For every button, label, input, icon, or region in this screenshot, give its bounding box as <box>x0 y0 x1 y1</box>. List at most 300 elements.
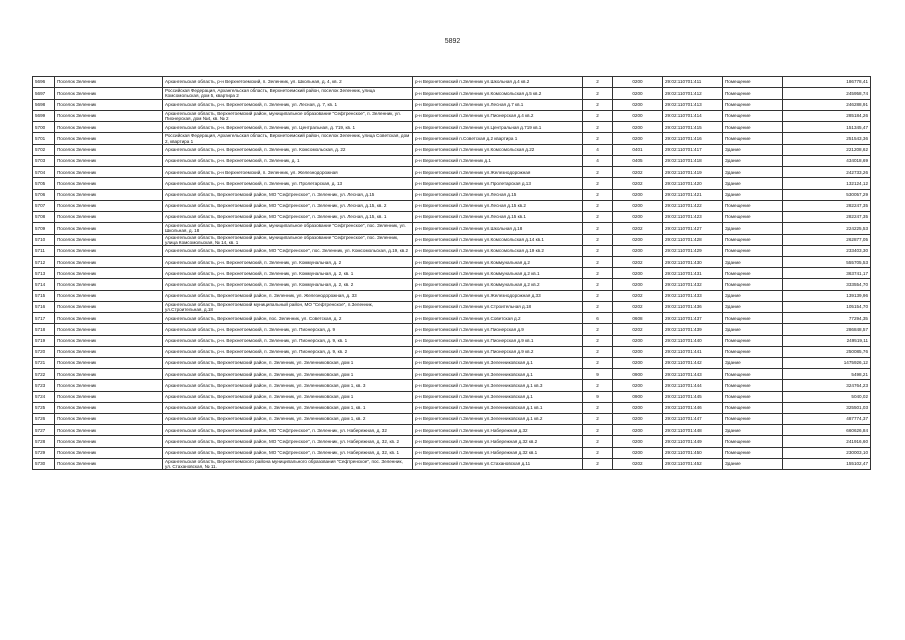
object-type-cell: Здание <box>723 301 783 312</box>
short-address-cell: р-н Верхнетоемский п.Зеленник ул.Коммунальная д.2 кв.1 <box>413 268 583 279</box>
value-cell: 363741,17 <box>783 268 871 279</box>
value-cell: 251543,36 <box>783 133 871 144</box>
code-cell: 0200 <box>613 211 663 222</box>
short-address-cell: р-н Верхнетоемский п.Зеленник ул.Лесная д.7 кв.1 <box>413 99 583 110</box>
object-type-cell: Помещение <box>723 88 783 99</box>
code-cell: 0405 <box>613 155 663 166</box>
value-cell: 242733,26 <box>783 167 871 178</box>
address-cell: Архангельская область, р-н. Верхнетоемский, п. Зеленник, ул. Пролетарская, д. 13 <box>163 178 413 189</box>
settlement-cell: Поселок Зеленник <box>55 167 163 178</box>
row-number-cell: 5715 <box>33 290 55 301</box>
settlement-cell: Поселок Зеленник <box>55 279 163 290</box>
table-row <box>33 234 871 245</box>
table-row <box>33 346 871 357</box>
code-cell: 0200 <box>613 200 663 211</box>
count-cell: 2 <box>583 223 613 234</box>
row-number-cell: 5721 <box>33 358 55 369</box>
row-number-cell: 5722 <box>33 369 55 380</box>
table-row <box>33 290 871 301</box>
address-cell: Архангельская область, Верхнетоемский район, п. Зеленник, ул. Зеленниковская, дом 1 <box>163 358 413 369</box>
object-type-cell: Помещение <box>723 402 783 413</box>
cadastral-number-cell: 29:02:110701:417 <box>663 144 723 155</box>
cadastral-number-cell: 29:02:110701:427 <box>663 223 723 234</box>
address-cell: Архангельская область, Верхнетоемский район, п. Зеленник, ул. Железнодорожная, д. 33 <box>163 290 413 301</box>
row-number-cell: 5712 <box>33 257 55 268</box>
value-cell: 77294,35 <box>783 313 871 324</box>
cadastral-number-cell: 29:02:110701:450 <box>663 447 723 458</box>
row-number-cell: 5705 <box>33 178 55 189</box>
cadastral-number-cell: 29:02:110701:422 <box>663 200 723 211</box>
short-address-cell: р-н Верхнетоемский п.Зеленник ул.Пионерская д.4 кв.2 <box>413 110 583 121</box>
value-cell: 282247,35 <box>783 211 871 222</box>
address-cell: Архангельская область, р-н Верхнетоемский, п. Зеленник, ул. Школьная, д. 4, кв. 2 <box>163 77 413 88</box>
short-address-cell: р-н Верхнетоемский п.Зеленник ул.Железнодорожная <box>413 167 583 178</box>
settlement-cell: Поселок Зеленник <box>55 88 163 99</box>
table-row <box>33 77 871 88</box>
settlement-cell: Поселок Зеленник <box>55 380 163 391</box>
value-cell: 221208,62 <box>783 144 871 155</box>
code-cell: 0202 <box>613 301 663 312</box>
count-cell: 2 <box>583 358 613 369</box>
table-row <box>33 447 871 458</box>
value-cell: 105154,70 <box>783 301 871 312</box>
cadastral-number-cell: 29:02:110701:431 <box>663 268 723 279</box>
table-row <box>33 335 871 346</box>
code-cell: 0200 <box>613 133 663 144</box>
short-address-cell: р-н Верхнетоемский п.Зеленник ул.Школьная д.4 кв.2 <box>413 77 583 88</box>
table-row <box>33 167 871 178</box>
object-type-cell: Здание <box>723 290 783 301</box>
row-number-cell: 5713 <box>33 268 55 279</box>
short-address-cell: р-н Верхнетоемский п.Зеленник ул.Зеленниковская д.1 кв.3 <box>413 380 583 391</box>
short-address-cell: р-н Верхнетоемский п.Зеленник ул.Зеленниковская д.1 <box>413 358 583 369</box>
address-cell: Архангельская область, Верхнетоемский район, МО "Сефтренское", п. Зеленник, ул. Набережная, д. 32 <box>163 425 413 436</box>
address-cell: Архангельская область, р-н. Верхнетоемский, п. Зеленник, ул. Пионерская, д. 9 <box>163 324 413 335</box>
settlement-cell: Поселок Зеленник <box>55 99 163 110</box>
table-row <box>33 402 871 413</box>
object-type-cell: Здание <box>723 167 783 178</box>
count-cell: 2 <box>583 189 613 200</box>
count-cell: 4 <box>583 155 613 166</box>
row-number-cell: 5696 <box>33 77 55 88</box>
row-number-cell: 5709 <box>33 223 55 234</box>
settlement-cell: Поселок Зеленник <box>55 413 163 424</box>
settlement-cell: Поселок Зеленник <box>55 290 163 301</box>
count-cell: 2 <box>583 279 613 290</box>
table-row <box>33 358 871 369</box>
row-number-cell: 5714 <box>33 279 55 290</box>
address-cell: Архангельская область, Верхнетоемский район, МО "Сефтренское", п. Зеленник, ул. Набережная, д. 32, кв. 2 <box>163 436 413 447</box>
row-number-cell: 5697 <box>33 88 55 99</box>
table-row <box>33 268 871 279</box>
row-number-cell: 5717 <box>33 313 55 324</box>
settlement-cell: Поселок Зеленник <box>55 458 163 469</box>
value-cell: 5040,02 <box>783 391 871 402</box>
cadastral-number-cell: 29:02:110701:411 <box>663 77 723 88</box>
code-cell: 0202 <box>613 257 663 268</box>
count-cell: 2 <box>583 436 613 447</box>
address-cell: Архангельская область, Верхнетоемский район, п. Зеленник, ул. Зеленниковская, дом 1 <box>163 391 413 402</box>
short-address-cell: р-н Верхнетоемский п.Зеленник ул.Строительная д.18 <box>413 301 583 312</box>
row-number-cell: 5711 <box>33 245 55 256</box>
table-row <box>33 279 871 290</box>
object-type-cell: Помещение <box>723 133 783 144</box>
row-number-cell: 5718 <box>33 324 55 335</box>
table-row <box>33 155 871 166</box>
short-address-cell: р-н Верхнетоемский п.Зеленник д.1 <box>413 155 583 166</box>
code-cell: 0200 <box>613 77 663 88</box>
count-cell: 2 <box>583 88 613 99</box>
row-number-cell: 5710 <box>33 234 55 245</box>
address-cell: Архангельская область, Верхнетоемский район, п. Зеленник, ул. Зеленниковская, дом 1, кв. 3 <box>163 380 413 391</box>
cadastral-number-cell: 29:02:110701:423 <box>663 211 723 222</box>
cadastral-number-cell: 29:02:110701:432 <box>663 279 723 290</box>
count-cell: 2 <box>583 458 613 469</box>
address-cell: Архангельская область, Верхнетоемский район, п. Зеленник, ул. Зеленниковская, дом 1, кв. 1 <box>163 402 413 413</box>
value-cell: 434018,69 <box>783 155 871 166</box>
object-type-cell: Помещение <box>723 413 783 424</box>
object-type-cell: Помещение <box>723 335 783 346</box>
table-row <box>33 99 871 110</box>
code-cell: 0202 <box>613 178 663 189</box>
object-type-cell: Помещение <box>723 77 783 88</box>
cadastral-number-cell: 29:02:110701:445 <box>663 391 723 402</box>
object-type-cell: Здание <box>723 223 783 234</box>
code-cell: 0200 <box>613 234 663 245</box>
code-cell: 0200 <box>613 279 663 290</box>
value-cell: 230003,10 <box>783 447 871 458</box>
row-number-cell: 5726 <box>33 413 55 424</box>
cadastral-number-cell: 29:02:110701:414 <box>663 110 723 121</box>
table-row <box>33 324 871 335</box>
row-number-cell: 5724 <box>33 391 55 402</box>
value-cell: 262877,05 <box>783 234 871 245</box>
code-cell: 0200 <box>613 358 663 369</box>
object-type-cell: Здание <box>723 178 783 189</box>
code-cell: 0900 <box>613 391 663 402</box>
cadastral-number-cell: 29:02:110701:413 <box>663 99 723 110</box>
cadastral-number-cell: 29:02:110701:439 <box>663 324 723 335</box>
table-row <box>33 380 871 391</box>
settlement-cell: Поселок Зеленник <box>55 402 163 413</box>
settlement-cell: Поселок Зеленник <box>55 301 163 312</box>
object-type-cell: Помещение <box>723 313 783 324</box>
settlement-cell: Поселок Зеленник <box>55 358 163 369</box>
cadastral-number-cell: 29:02:110701:437 <box>663 313 723 324</box>
address-cell: Российская Федерация, Архангельская область, Верхнетоемский район, поселок Зеленник, улица Советская, дом 2, квартира 1 <box>163 133 413 144</box>
table-row <box>33 301 871 312</box>
property-registry-table <box>32 76 871 470</box>
object-type-cell: Помещение <box>723 369 783 380</box>
table-row <box>33 313 871 324</box>
count-cell: 2 <box>583 110 613 121</box>
row-number-cell: 5727 <box>33 425 55 436</box>
value-cell: 233403,30 <box>783 245 871 256</box>
cadastral-number-cell: 29:02:110701:419 <box>663 167 723 178</box>
value-cell: 286848,57 <box>783 324 871 335</box>
settlement-cell: Поселок Зеленник <box>55 189 163 200</box>
settlement-cell: Поселок Зеленник <box>55 211 163 222</box>
cadastral-number-cell: 29:02:110701:415 <box>663 122 723 133</box>
cadastral-number-cell: 29:02:110701:441 <box>663 346 723 357</box>
address-cell: Архангельская область, Верхнетоемский район, МО "Сефтренское", п. Зеленник, ул. Набережная, д. 32, кв. 1 <box>163 447 413 458</box>
value-cell: 250085,76 <box>783 346 871 357</box>
short-address-cell: р-н Верхнетоемский п.Зеленник ул.Лесная д.15 <box>413 189 583 200</box>
short-address-cell: р-н Верхнетоемский п.Зеленник ул.Лесная д.15 кв.1 <box>413 211 583 222</box>
object-type-cell: Помещение <box>723 346 783 357</box>
code-cell: 0401 <box>613 144 663 155</box>
count-cell: 9 <box>583 391 613 402</box>
code-cell: 0200 <box>613 189 663 200</box>
short-address-cell: р-н Верхнетоемский п.Зеленник ул.Комсомольская д.14 кв.1 <box>413 234 583 245</box>
address-cell: Архангельская область, Верхнетоемский район, муниципальное образование "Сефтренское", пос. Зеленник, ул. Школьная, д. 18 <box>163 223 413 234</box>
row-number-cell: 5728 <box>33 436 55 447</box>
value-cell: 5498,21 <box>783 369 871 380</box>
short-address-cell: р-н Верхнетоемский п.Зеленник ул.Комсомольская д.19 кв.2 <box>413 245 583 256</box>
object-type-cell: Помещение <box>723 211 783 222</box>
value-cell: 246288,91 <box>783 99 871 110</box>
count-cell: 2 <box>583 257 613 268</box>
short-address-cell: р-н Верхнетоемский п.Зеленник ул.Советская д.2 <box>413 313 583 324</box>
count-cell: 2 <box>583 99 613 110</box>
settlement-cell: Поселок Зеленник <box>55 245 163 256</box>
count-cell: 2 <box>583 324 613 335</box>
address-cell: Архангельская область, Верхнетоемский район, МО "Сефтренское", п. Зеленник, ул. Лесная, д.15, кв. 2 <box>163 200 413 211</box>
table-row <box>33 458 871 469</box>
count-cell: 2 <box>583 268 613 279</box>
table-row <box>33 245 871 256</box>
address-cell: Архангельская область, Верхнетоемского района муниципального образования "Сефтренское", пос. Зеленник, ул. Стахановская, № 11. <box>163 458 413 469</box>
cadastral-number-cell: 29:02:110701:443 <box>663 369 723 380</box>
cadastral-number-cell: 29:02:110701:429 <box>663 245 723 256</box>
row-number-cell: 5723 <box>33 380 55 391</box>
row-number-cell: 5701 <box>33 133 55 144</box>
cadastral-number-cell: 29:02:110701:428 <box>663 234 723 245</box>
object-type-cell: Здание <box>723 155 783 166</box>
address-cell: Архангельская область, р-н. Верхнетоемский, п. Зеленник, ул. Центральная, д. 719, кв. 1 <box>163 122 413 133</box>
settlement-cell: Поселок Зеленник <box>55 346 163 357</box>
count-cell: 2 <box>583 402 613 413</box>
table-row <box>33 391 871 402</box>
short-address-cell: р-н Верхнетоемский п.Зеленник ул.Набережная д.32 кв.2 <box>413 436 583 447</box>
value-cell: 324764,23 <box>783 380 871 391</box>
short-address-cell: р-н Верхнетоемский п.Зеленник ул.Центральная д.719 кв.1 <box>413 122 583 133</box>
table-row <box>33 223 871 234</box>
short-address-cell: р-н Верхнетоемский п.Зеленник ул.Комсомольская д.5 кв.2 <box>413 88 583 99</box>
value-cell: 487774,37 <box>783 413 871 424</box>
object-type-cell: Здание <box>723 458 783 469</box>
settlement-cell: Поселок Зеленник <box>55 234 163 245</box>
count-cell: 2 <box>583 178 613 189</box>
cadastral-number-cell: 29:02:110701:430 <box>663 257 723 268</box>
address-cell: Архангельская область, р-н. Верхнетоемский, п. Зеленник, ул. Пионерская, д. 9, кв. 1 <box>163 335 413 346</box>
settlement-cell: Поселок Зеленник <box>55 133 163 144</box>
code-cell: 0200 <box>613 346 663 357</box>
table-row <box>33 257 871 268</box>
row-number-cell: 5719 <box>33 335 55 346</box>
object-type-cell: Помещение <box>723 447 783 458</box>
cadastral-number-cell: 29:02:110701:420 <box>663 178 723 189</box>
row-number-cell: 5729 <box>33 447 55 458</box>
code-cell: 0200 <box>613 425 663 436</box>
settlement-cell: Поселок Зеленник <box>55 313 163 324</box>
count-cell: 2 <box>583 413 613 424</box>
cadastral-number-cell: 29:02:110701:418 <box>663 155 723 166</box>
object-type-cell: Здание <box>723 358 783 369</box>
value-cell: 530057,29 <box>783 189 871 200</box>
object-type-cell: Помещение <box>723 245 783 256</box>
address-cell: Архангельская область, Верхнетоемский район, п. Зеленник, ул. Зеленниковская, дом 1, кв. 2 <box>163 413 413 424</box>
value-cell: 186778,41 <box>783 77 871 88</box>
row-number-cell: 5707 <box>33 200 55 211</box>
settlement-cell: Поселок Зеленник <box>55 110 163 121</box>
object-type-cell: Помещение <box>723 380 783 391</box>
row-number-cell: 5720 <box>33 346 55 357</box>
code-cell: 0200 <box>613 122 663 133</box>
value-cell: 155102,47 <box>783 458 871 469</box>
object-type-cell: Помещение <box>723 391 783 402</box>
code-cell: 0200 <box>613 88 663 99</box>
object-type-cell: Помещение <box>723 200 783 211</box>
count-cell: 2 <box>583 122 613 133</box>
object-type-cell: Помещение <box>723 436 783 447</box>
code-cell: 0200 <box>613 413 663 424</box>
settlement-cell: Поселок Зеленник <box>55 77 163 88</box>
settlement-cell: Поселок Зеленник <box>55 155 163 166</box>
address-cell: Архангельская область, р-н Верхнетоемский, п. Зеленник, ул. Железнодорожная <box>163 167 413 178</box>
object-type-cell: Здание <box>723 189 783 200</box>
short-address-cell: р-н Верхнетоемский п.Зеленник ул.Школьная д.18 <box>413 223 583 234</box>
value-cell: 555705,53 <box>783 257 871 268</box>
cadastral-number-cell: 29:02:110701:440 <box>663 335 723 346</box>
short-address-cell: р-н Верхнетоемский п.Зеленник ул.Коммунальная д.2 кв.2 <box>413 279 583 290</box>
short-address-cell: р-н Верхнетоемский п.Зеленник ул.Набережная д.32 кв.1 <box>413 447 583 458</box>
address-cell: Российская Федерация, Архангельская область, Верхнетоемский район, поселок Зеленник, улица Комсомольская, дом 5, квартира 2 <box>163 88 413 99</box>
row-number-cell: 5730 <box>33 458 55 469</box>
table-body <box>33 77 871 470</box>
short-address-cell: р-н Верхнетоемский п.Зеленник ул.Комсомольская д.22 <box>413 144 583 155</box>
code-cell: 0200 <box>613 447 663 458</box>
row-number-cell: 5716 <box>33 301 55 312</box>
object-type-cell: Помещение <box>723 99 783 110</box>
object-type-cell: Здание <box>723 324 783 335</box>
value-cell: 139139,96 <box>783 290 871 301</box>
table-row <box>33 425 871 436</box>
count-cell: 2 <box>583 133 613 144</box>
cadastral-number-cell: 29:02:110701:449 <box>663 436 723 447</box>
cadastral-number-cell: 29:02:110701:442 <box>663 358 723 369</box>
address-cell: Архангельская область, р-н. Верхнетоемский, п. Зеленник, ул. Коммунальная, д. 2, кв. 1 <box>163 268 413 279</box>
object-type-cell: Помещение <box>723 279 783 290</box>
address-cell: Архангельская область, р-н. Верхнетоемский, п. Зеленник, ул. Пионерская, д. 9, кв. 2 <box>163 346 413 357</box>
code-cell: 0200 <box>613 402 663 413</box>
table-row <box>33 133 871 144</box>
cadastral-number-cell: 29:02:110701:448 <box>663 425 723 436</box>
value-cell: 241916,60 <box>783 436 871 447</box>
table-row <box>33 211 871 222</box>
code-cell: 0608 <box>613 313 663 324</box>
count-cell: 2 <box>583 245 613 256</box>
count-cell: 2 <box>583 211 613 222</box>
settlement-cell: Поселок Зеленник <box>55 200 163 211</box>
count-cell: 2 <box>583 447 613 458</box>
address-cell: Архангельская область, Верхнетоемский район, МО "Сефтренское", п. Зеленник, ул. Лесная, д.15, кв. 1 <box>163 211 413 222</box>
address-cell: Архангельская область, р-н. Верхнетоемский, п. Зеленник, ул. Лесная, д. 7, кв. 1 <box>163 99 413 110</box>
address-cell: Архангельская область, Верхнетоемский район, муниципальное образование "Сефтренское", п. Зеленник, ул. Пионерская, дом №4, кв. № 2 <box>163 110 413 121</box>
short-address-cell: р-н Верхнетоемский п.Зеленник ул.Зеленниковская д.1 <box>413 369 583 380</box>
address-cell: Архангельская область, Верхнетоемский район, МО "Сефтренское", п. Зеленник, ул. Лесная, д.15 <box>163 189 413 200</box>
object-type-cell: Здание <box>723 144 783 155</box>
value-cell: 132124,12 <box>783 178 871 189</box>
short-address-cell: р-н Верхнетоемский п.Зеленник ул.Пионерская д.9 <box>413 324 583 335</box>
cadastral-number-cell: 29:02:110701:416 <box>663 133 723 144</box>
short-address-cell: р-н Верхнетоемский п.Зеленник ул.Зеленниковская д.1 <box>413 391 583 402</box>
row-number-cell: 5704 <box>33 167 55 178</box>
count-cell: 2 <box>583 290 613 301</box>
address-cell: Архангельская область, р-н. Верхнетоемский, п. Зеленник, д. 1 <box>163 155 413 166</box>
short-address-cell: р-н Верхнетоемский п.Советская д.2 квартира 1 <box>413 133 583 144</box>
value-cell: 224225,53 <box>783 223 871 234</box>
address-cell: Архангельская область, Верхнетоемский район, п. Зеленник, ул. Зеленниковская, дом 1 <box>163 369 413 380</box>
table-row <box>33 200 871 211</box>
short-address-cell: р-н Верхнетоемский п.Зеленник ул.Зеленниковская д.1 кв.2 <box>413 413 583 424</box>
short-address-cell: р-н Верхнетоемский п.Зеленник ул.Стахановская д.11 <box>413 458 583 469</box>
short-address-cell: р-н Верхнетоемский п.Зеленник ул.Коммунальная д.2 <box>413 257 583 268</box>
short-address-cell: р-н Верхнетоемский п.Зеленник ул.Железнодорожная д.33 <box>413 290 583 301</box>
settlement-cell: Поселок Зеленник <box>55 178 163 189</box>
table-row <box>33 178 871 189</box>
settlement-cell: Поселок Зеленник <box>55 223 163 234</box>
code-cell: 0200 <box>613 335 663 346</box>
settlement-cell: Поселок Зеленник <box>55 425 163 436</box>
cadastral-number-cell: 29:02:110701:447 <box>663 413 723 424</box>
code-cell: 0200 <box>613 380 663 391</box>
object-type-cell: Помещение <box>723 234 783 245</box>
row-number-cell: 5699 <box>33 110 55 121</box>
address-cell: Архангельская область, Верхнетоемский район, пос. Зеленник, ул. Советская, д. 2 <box>163 313 413 324</box>
address-cell: Архангельская область, Верхнетоемский район, муниципальное образование "Сефтренское", пос. Зеленник, улица Комсомольская, № 14, кв. 1 <box>163 234 413 245</box>
address-cell: Архангельская область, р-н. Верхнетоемский, п. Зеленник, ул. Комсомольская, д. 22 <box>163 144 413 155</box>
table-row <box>33 110 871 121</box>
count-cell: 9 <box>583 369 613 380</box>
cadastral-number-cell: 29:02:110701:436 <box>663 301 723 312</box>
count-cell: 2 <box>583 346 613 357</box>
code-cell: 0202 <box>613 223 663 234</box>
value-cell: 245958,74 <box>783 88 871 99</box>
row-number-cell: 5700 <box>33 122 55 133</box>
row-number-cell: 5725 <box>33 402 55 413</box>
cadastral-number-cell: 29:02:110701:421 <box>663 189 723 200</box>
row-number-cell: 5708 <box>33 211 55 222</box>
object-type-cell: Помещение <box>723 268 783 279</box>
settlement-cell: Поселок Зеленник <box>55 324 163 335</box>
value-cell: 249519,11 <box>783 335 871 346</box>
table-row <box>33 122 871 133</box>
code-cell: 0202 <box>613 324 663 335</box>
object-type-cell: Здание <box>723 425 783 436</box>
settlement-cell: Поселок Зеленник <box>55 257 163 268</box>
short-address-cell: р-н Верхнетоемский п.Зеленник ул.Лесная д.15 кв.2 <box>413 200 583 211</box>
table-row <box>33 436 871 447</box>
count-cell: 2 <box>583 301 613 312</box>
value-cell: 325501,03 <box>783 402 871 413</box>
address-cell: Архангельская область, р-н. Верхнетоемский, п. Зеленник, ул. Коммунальная, д. 2, кв. 2 <box>163 279 413 290</box>
code-cell: 0200 <box>613 245 663 256</box>
code-cell: 0202 <box>613 290 663 301</box>
cadastral-number-cell: 29:02:110701:444 <box>663 380 723 391</box>
count-cell: 2 <box>583 335 613 346</box>
short-address-cell: р-н Верхнетоемский п.Зеленник ул.Пионерская д.9 кв.2 <box>413 346 583 357</box>
